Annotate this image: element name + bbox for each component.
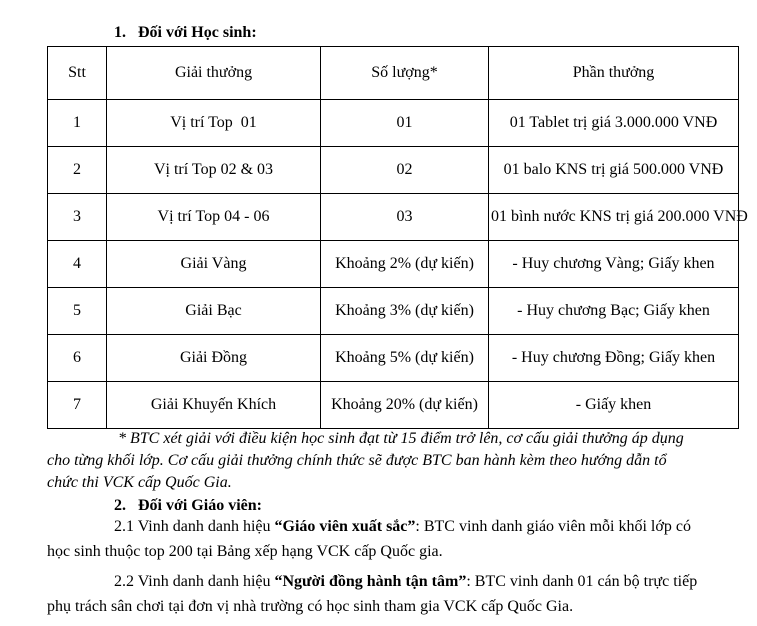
header-quantity: Số lượng*	[321, 47, 489, 100]
cell-stt: 1	[48, 100, 107, 147]
cell-quantity: Khoảng 3% (dự kiến)	[321, 288, 489, 335]
section-title: Đối với Học sinh:	[138, 24, 257, 41]
table-row	[48, 194, 739, 241]
cell-award: Vị trí Top 01	[107, 100, 321, 147]
section-number: 1.	[114, 24, 126, 41]
paragraph-excellent-teacher	[47, 514, 717, 564]
cell-award: Giải Khuyến Khích	[107, 382, 321, 429]
paragraph-prefix: 2.1 Vinh danh danh hiệu	[114, 518, 275, 535]
cell-stt: 5	[48, 288, 107, 335]
cell-stt: 6	[48, 335, 107, 382]
award-title: “Giáo viên xuất sắc”	[274, 518, 416, 535]
table-row	[48, 288, 739, 335]
paragraph-dedicated-companion	[47, 569, 717, 619]
cell-quantity: Khoảng 5% (dự kiến)	[321, 335, 489, 382]
cell-award: Vị trí Top 04 - 06	[107, 194, 321, 241]
section-title: Đối với Giáo viên:	[138, 497, 262, 514]
section-heading-students	[114, 24, 257, 42]
section-heading-teachers	[114, 497, 262, 515]
cell-stt: 4	[48, 241, 107, 288]
cell-stt: 2	[48, 147, 107, 194]
cell-quantity: 01	[321, 100, 489, 147]
cell-quantity: Khoảng 20% (dự kiến)	[321, 382, 489, 429]
cell-quantity: Khoảng 2% (dự kiến)	[321, 241, 489, 288]
cell-stt: 3	[48, 194, 107, 241]
table-row	[48, 335, 739, 382]
header-prize: Phần thưởng	[489, 47, 739, 100]
section-number: 2.	[114, 497, 126, 514]
cell-award: Vị trí Top 02 & 03	[107, 147, 321, 194]
cell-quantity: 02	[321, 147, 489, 194]
cell-prize: - Huy chương Bạc; Giấy khen	[489, 288, 739, 335]
cell-award: Giải Vàng	[107, 241, 321, 288]
cell-prize: 01 balo KNS trị giá 500.000 VNĐ	[489, 147, 739, 194]
cell-prize: - Huy chương Vàng; Giấy khen	[489, 241, 739, 288]
paragraph-body: : BTC vinh danh 01 cán bộ trực tiếp phụ trách sân chơi tại đơn vị nhà trường có học sinh tham gia VCK cấp Quốc Gia.	[47, 573, 698, 615]
table-header-row	[48, 47, 739, 100]
table-row	[48, 147, 739, 194]
table-row	[48, 382, 739, 429]
header-award: Giải thưởng	[107, 47, 321, 100]
header-stt: Stt	[48, 47, 107, 100]
award-title: “Người đồng hành tận tâm”	[274, 573, 467, 590]
cell-award: Giải Đồng	[107, 335, 321, 382]
awards-table	[47, 46, 748, 429]
cell-prize: 01 bình nước KNS trị giá 200.000 VNĐ	[489, 194, 739, 241]
cell-prize: - Huy chương Đồng; Giấy khen	[489, 335, 739, 382]
cell-prize: 01 Tablet trị giá 3.000.000 VNĐ	[489, 100, 739, 147]
table-row	[48, 100, 739, 147]
table-footnote: * BTC xét giải với điều kiện học sinh đạt từ 15 điểm trở lên, cơ cấu giải thưởng áp dụng cho từng khối lớp. Cơ cấu giải thưởng chính thức sẽ được BTC ban hành kèm theo hướng dẫn tổ chức thi VCK cấp Quốc Gia.	[47, 430, 684, 491]
table-row	[48, 241, 739, 288]
cell-quantity: 03	[321, 194, 489, 241]
cell-stt: 7	[48, 382, 107, 429]
cell-prize: - Giấy khen	[489, 382, 739, 429]
paragraph-prefix: 2.2 Vinh danh danh hiệu	[114, 573, 275, 590]
paragraph-body: : BTC vinh danh giáo viên mỗi khối lớp có học sinh thuộc top 200 tại Bảng xếp hạng VCK cấp Quốc gia.	[47, 518, 691, 560]
cell-award: Giải Bạc	[107, 288, 321, 335]
